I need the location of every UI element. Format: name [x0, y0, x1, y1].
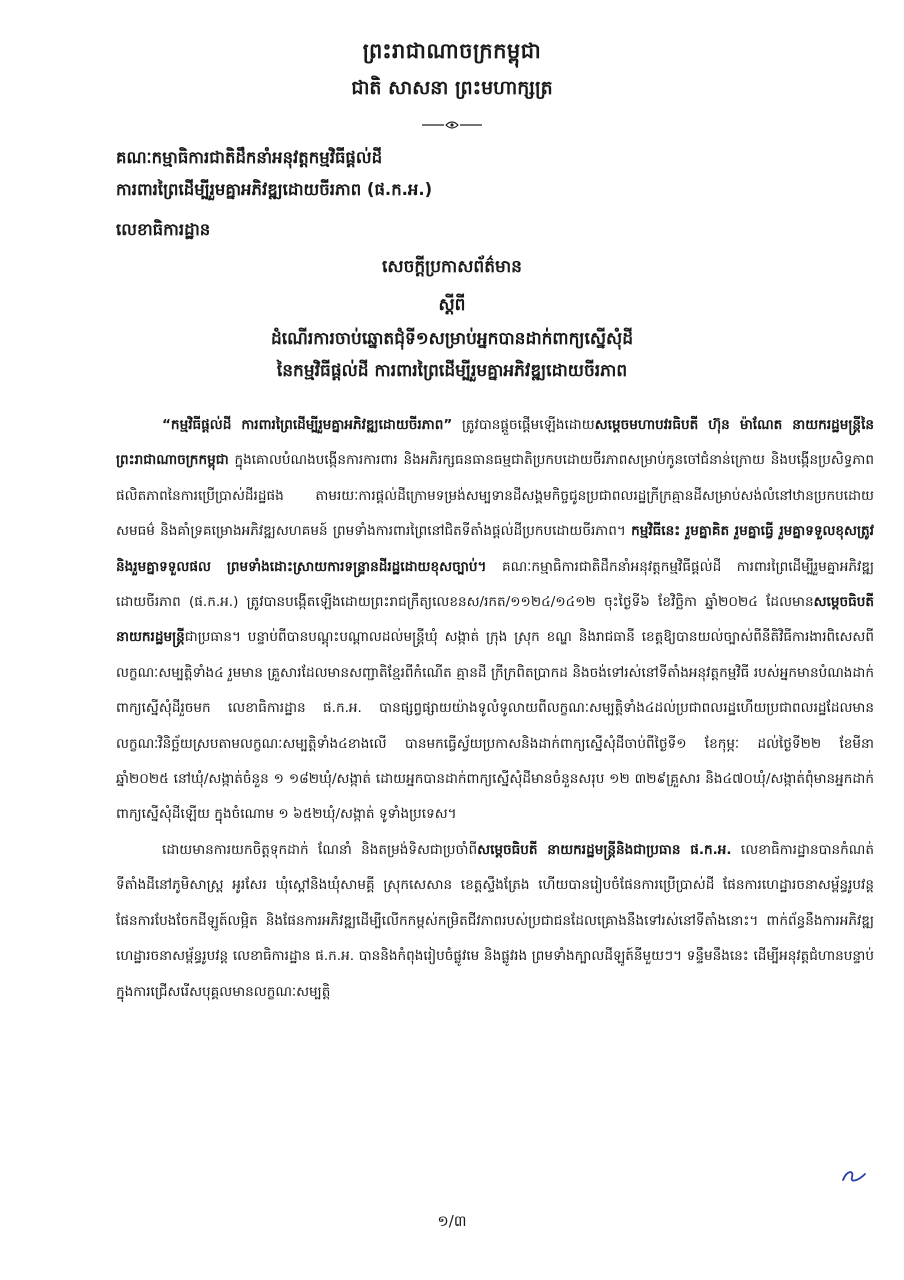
issuer-program: ការពារព្រៃដើម្បីរួមគ្នាអភិវឌ្ឍដោយចីរភាព (ផ.ក.អ.) — [116, 180, 433, 199]
doc-subject-line1: ដំណើរការចាប់ឆ្នោតជុំទី១សម្រាប់អ្នកបានដាក់ពាក្យស្នើសុំដី — [270, 329, 634, 349]
handwritten-mark-icon — [840, 1166, 868, 1186]
paragraph-2-text-a: ដោយមានការយកចិត្តទុកដាក់ ណែនាំ និងតម្រង់ទិសជាប្រចាំពី — [162, 841, 478, 858]
issuer-committee: គណៈកម្មាធិការជាតិដឹកនាំអនុវត្តកម្មវិធីផ្តល់ដី — [116, 148, 383, 167]
paragraph-1-text-c: គណៈកម្មាធិការជាតិដឹកនាំអនុវត្តកម្មវិធីផ្តល់ដី ការពារព្រៃដើម្បីរួមគ្នាអភិវឌ្ឍដោយចីរភាព (ផ.ក.អ.) ត្រូវបានបង្កើតឡើងដោយព្រះរាជក្រឹត្យលេខនស/រកត/១១២៤/១៤១២ ចុះថ្ងៃទី៦ ខែវិច្ឆិកា ឆ្នាំ២០២៤ ដែលមាន — [116, 558, 874, 611]
ornament-divider-icon — [420, 118, 484, 132]
program-name-quote: “កម្មវិធីផ្តល់ដី ការពារព្រៃដើម្បីរួមគ្នាអភិវឌ្ឍដោយចីរភាព” — [162, 417, 453, 433]
paragraph-1-text-d: ជាប្រធាន។ បន្ទាប់ពីបានបណ្តុះបណ្តាលដល់មន្ត្រីឃុំ សង្កាត់ ក្រុង ស្រុក ខណ្ឌ និងរាជធានី ខេត្តឱ្យបានយល់ច្បាស់ពីនីតិវិធីការងារពិសេសពីលក្ខណៈសម្បត្តិទាំង៤ រួមមាន គ្រួសារដែលមានសញ្ជាតិខ្មែរពីកំណើត គ្មានដី ក្រីក្រពិតប្រាកដ និងចង់ទៅរស់នៅទីតាំងអនុវត្តកម្មវិធី របស់អ្នកមានបំណងដាក់ពាក្យស្នើសុំដីរួចមក លេខាធិការដ្ឋាន ផ.ក.អ. បានផ្សព្វផ្សាយយ៉ាងទូលំទូលាយពីលក្ខណៈសម្បត្តិទាំង៤ដល់ប្រជាពលរដ្ឋហើយប្រជាពលរដ្ឋដែលមានលក្ខណៈវិនិច្ឆ័យស្របតាមលក្ខណៈសម្បត្តិទាំង៤ខាងលើ បានមកធ្វើស្វ័យប្រកាសនិងដាក់ពាក្យស្នើសុំដីចាប់ពីថ្ងៃទី១ ខែកុម្ភៈ ដល់ថ្ងៃទី២២ ខែមីនា ឆ្នាំ២០២៥ នៅឃុំ/សង្កាត់ចំនួន ១ ១៨២ឃុំ/សង្កាត់ ដោយអ្នកបានដាក់ពាក្យស្នើសុំដីមានចំនួនសរុប ១២ ៣២៩គ្រួសារ និង៤៧០ឃុំ/សង្កាត់ពុំមានអ្នកដាក់ពាក្យស្នើសុំដីឡើយ ក្នុងចំណោម ១ ៦៥២ឃុំ/សង្កាត់ ទូទាំងប្រទេស។ — [116, 629, 874, 823]
doc-title-about: ស្តីពី — [438, 295, 466, 315]
doc-subject-line2: នៃកម្មវិធីផ្តល់ដី ការពារព្រៃដើម្បីរួមគ្នាអភិវឌ្ឍដោយចីរភាព — [276, 361, 628, 381]
national-motto: ជាតិ សាសនា ព្រះមហាក្សត្រ — [351, 77, 553, 99]
issuer-secretariat: លេខាធិការដ្ឋាន — [116, 220, 211, 239]
program-principle: កម្មវិធីនេះ រួមគ្នាគិត រួមគ្នាធ្វើ រួមគ្នាទទួលខុសត្រូវ និងរួមគ្នាទទួលផល ព្រមទាំងដោះស្រាយការទន្ទ្រានដីរដ្ឋដោយខុសច្បាប់។ — [116, 523, 874, 575]
paragraph-1-text-b: ក្នុងគោលបំណងបង្កើនការការពារ និងអភិរក្សធនធានធម្មជាតិប្រកបដោយចីរភាពសម្រាប់កូនចៅជំនាន់ក្រោយ និងបង្កើនប្រសិទ្ធភាព ផលិតភាពនៃការប្រើប្រាស់ដីរដ្ឋផង តាមរយៈការផ្តល់ដីក្រោមទម្រង់សម្បទានដីសង្គមកិច្ចជូនប្រជាពលរដ្ឋក្រីក្រគ្មានដីសម្រាប់សង់លំនៅឋានប្រកបដោយសមធម៌ និងគាំទ្រគម្រោងអភិវឌ្ឍសហគមន៍ ព្រមទាំងការពារព្រៃនៅជិតទីតាំងផ្តល់ដីប្រកបដោយចីរភាព។ — [116, 452, 874, 540]
paragraph-1 — [116, 408, 874, 833]
paragraph-2 — [116, 833, 874, 1010]
committee-chair: សម្តេចធិបតី នាយករដ្ឋមន្ត្រី — [116, 594, 874, 646]
prime-minister-chair: សម្តេចធិបតី នាយករដ្ឋមន្ត្រីនិងជាប្រធាន ផ.ក.អ. — [477, 841, 732, 858]
page-number: ១/៣ — [437, 1212, 467, 1230]
paragraph-1-text-a: ត្រូវបានផ្តួចផ្តើមឡើងដោយ — [452, 417, 595, 433]
paragraph-2-text-b: លេខាធិការដ្ឋានបានកំណត់ទីតាំងដីនៅភូមិសាស្ត្រ អូរសែរ ឃុំស្តៅនិងឃុំសាមគ្គី ស្រុកសេសាន ខេត្តស្ទឹងត្រែង ហើយបានរៀបចំផែនការប្រើប្រាស់ដី ផែនការហេដ្ឋារចនាសម្ព័ន្ធរូបវន្ត ផែនការបែងចែកដីឡូត៍លម្អិត និងផែនការអភិវឌ្ឍដើម្បីលើកកម្ពស់កម្រិតជីវភាពរបស់ប្រជាជនដែលគ្រោងនឹងទៅរស់នៅទីតាំងនោះ។ ពាក់ព័ន្ធនឹងការអភិវឌ្ឍហេដ្ឋារចនាសម្ព័ន្ធរូបវន្ត លេខាធិការដ្ឋាន ផ.ក.អ. បាននិងកំពុងរៀបចំផ្លូវមេ និងផ្លូវរង ព្រមទាំងក្បាលដីឡូត៍នីមួយៗ។ ទន្ទឹមនឹងនេះ ដើម្បីអនុវត្តជំហានបន្ទាប់ ក្នុងការជ្រើសរើសបុគ្គលមានលក្ខណៈសម្បត្តិ — [116, 841, 874, 1000]
body-text — [116, 408, 874, 1010]
kingdom-title: ព្រះរាជាណាចក្រកម្ពុជា — [362, 39, 542, 63]
prime-minister-name: សម្តេចមហាបវរធិបតី ហ៊ុន ម៉ាណែត នាយករដ្ឋមន្ត្រីនៃព្រះរាជាណាចក្រកម្ពុជា — [116, 417, 875, 469]
doc-title: សេចក្តីប្រកាសព័ត៌មាន — [382, 257, 522, 277]
